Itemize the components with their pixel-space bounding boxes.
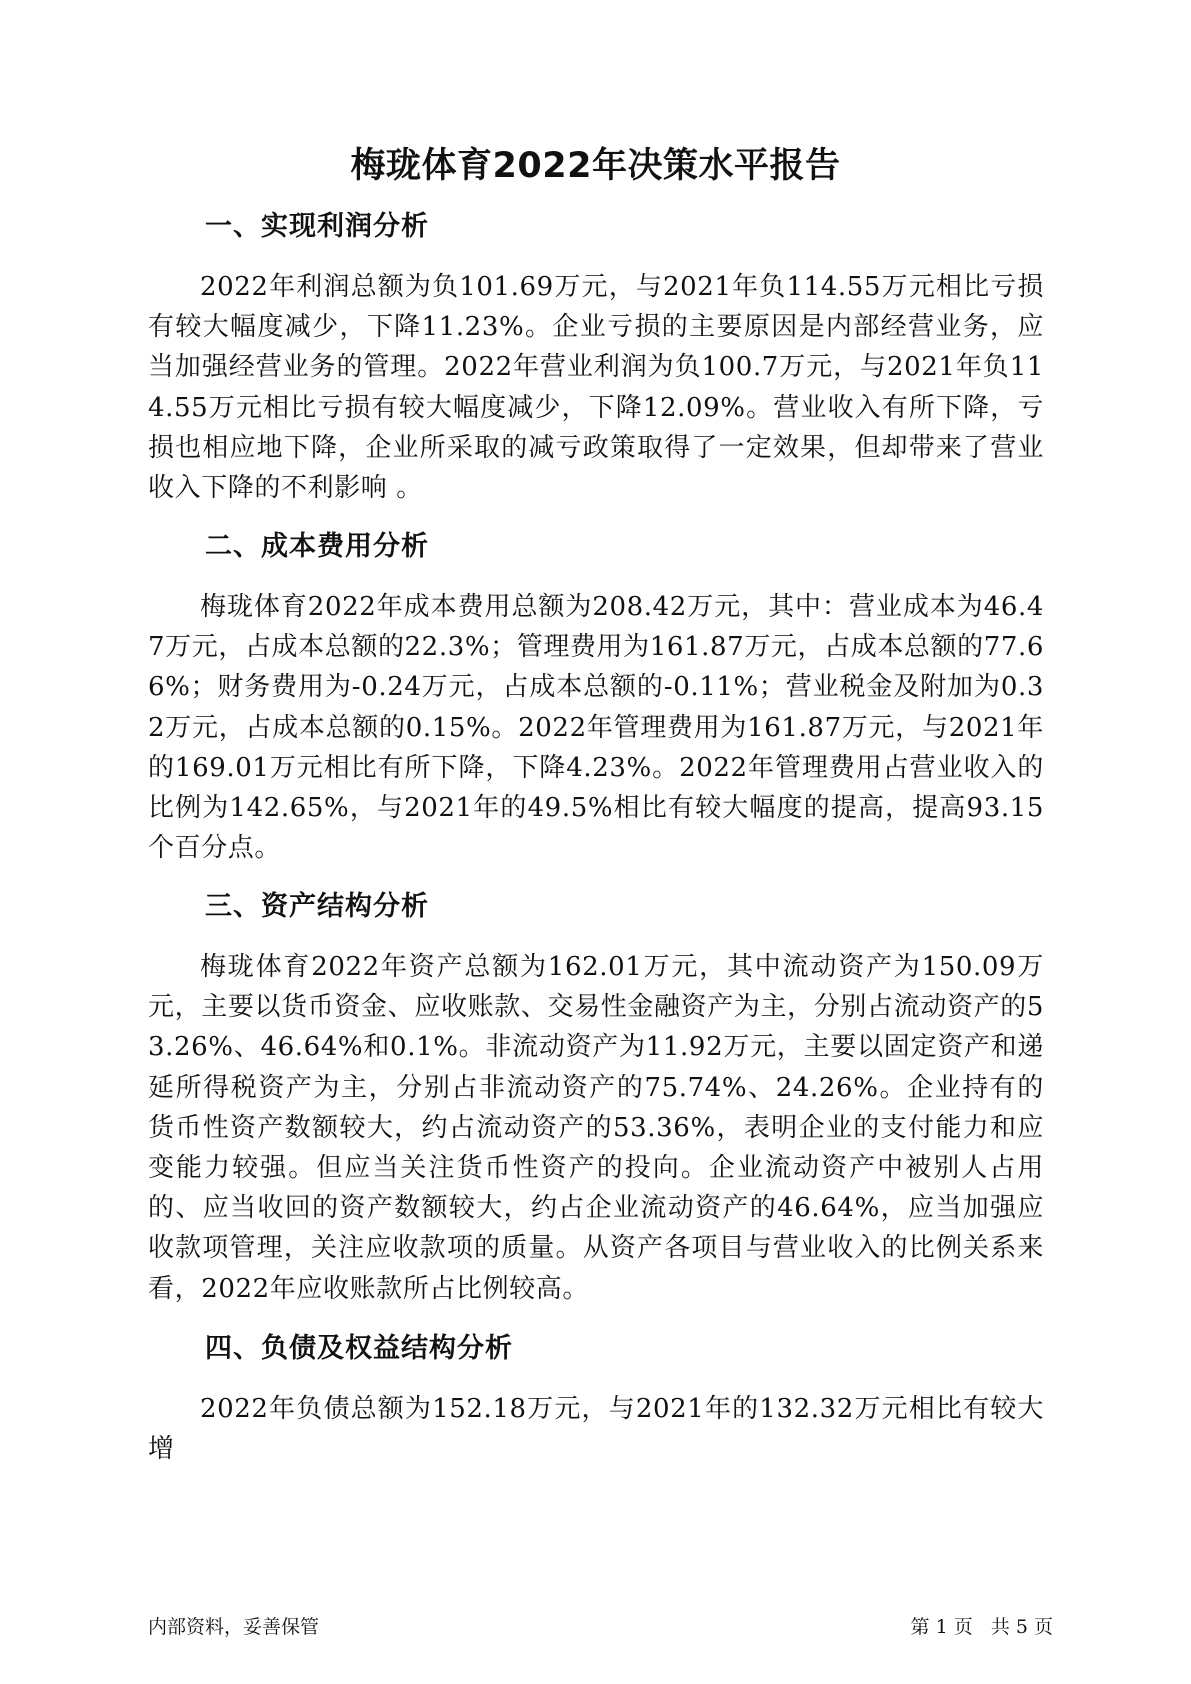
section-heading-profit: 一、实现利润分析 (205, 211, 429, 242)
section-paragraph-profit: 2022年利润总额为负101.69万元，与2021年负114.55万元相比亏损有较大幅度减少，下降11.23%。企业亏损的主要原因是内部经营业务，应当加强经营业务的管理。2022年营业利润为负100.7万元，与2021年负114.55万元相比亏损有较大幅度减少，下降12.09%。营业收入有所下降，亏损也相应地下降，企业所采取的减亏政策取得了一定效果，但却带来了营业收入下降的不利影响 。 (148, 272, 1044, 504)
section-heading-liabilities: 四、负债及权益结构分析 (205, 1333, 513, 1364)
footer-page-indicator: 第 1 页 共 5 页 (910, 1616, 1053, 1638)
section-heading-assets: 三、资产结构分析 (205, 891, 429, 922)
document-title: 梅珑体育2022年决策水平报告 (350, 146, 841, 186)
section-paragraph-liabilities: 2022年负债总额为152.18万元，与2021年的132.32万元相比有较大增 (148, 1394, 1044, 1465)
section-paragraph-assets: 梅珑体育2022年资产总额为162.01万元，其中流动资产为150.09万元，主要以货币资金、应收账款、交易性金融资产为主，分别占流动资产的53.26%、46.64%和0.1%。非流动资产为11.92万元，主要以固定资产和递延所得税资产为主，分别占非流动资产的75.74%、24.26%。企业持有的货币性资产数额较大，约占流动资产的53.36%，表明企业的支付能力和应变能力较强。但应当关注货币性资产的投向。企业流动资产中被别人占用的、应当收回的资产数额较大，约占企业流动资产的46.64%，应当加强应收款项管理，关注应收款项的质量。从资产各项目与营业收入的比例关系来看，2022年应收账款所占比例较高。 (148, 952, 1044, 1304)
section-paragraph-cost: 梅珑体育2022年成本费用总额为208.42万元，其中：营业成本为46.47万元，占成本总额的22.3%；管理费用为161.87万元，占成本总额的77.66%；财务费用为-0.24万元，占成本总额的-0.11%；营业税金及附加为0.32万元，占成本总额的0.15%。2022年管理费用为161.87万元，与2021年的169.01万元相比有所下降，下降4.23%。2022年管理费用占营业收入的比例为142.65%，与2021年的49.5%相比有较大幅度的提高，提高93.15个百分点。 (148, 592, 1045, 864)
section-heading-cost: 二、成本费用分析 (205, 531, 429, 562)
footer-confidential-note: 内部资料，妥善保管 (148, 1616, 320, 1638)
